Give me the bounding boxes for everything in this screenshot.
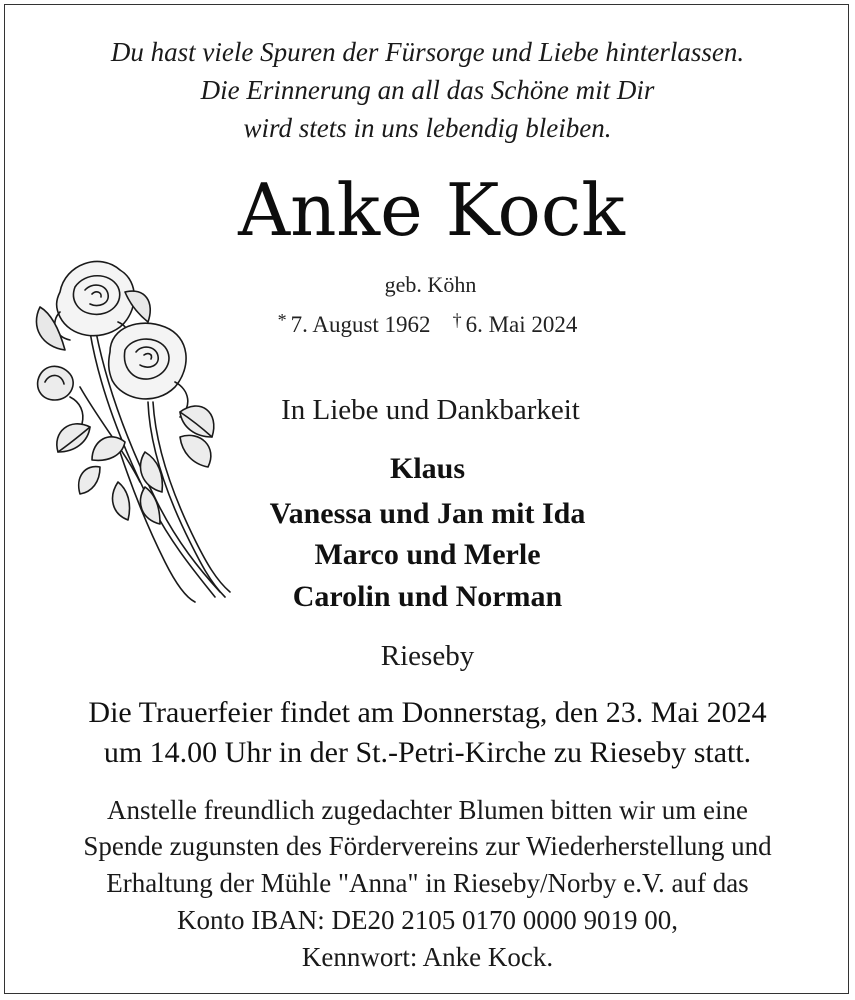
donation-line: Spende zugunsten des Fördervereins zur Wiederherstellung und (83, 831, 772, 861)
mourner-name: Marco und Merle (314, 538, 541, 571)
mourner-name: Klaus (389, 452, 466, 485)
birth-date: 7. August 1962 (290, 312, 431, 337)
service-line-1: Die Trauerfeier findet am Donnerstag, den 23. Mai 2024 (88, 696, 767, 729)
mourner-name: Carolin und Norman (292, 580, 563, 613)
death-date: 6. Mai 2024 (465, 312, 578, 337)
donation-line: Kennwort: Anke Kock. (301, 942, 554, 972)
mourners-intro: In Liebe und Dankbarkeit (281, 394, 580, 426)
verse-line-1: Du hast viele Spuren der Fürsorge und Liebe hinterlassen. (110, 37, 745, 67)
service-line-2: um 14.00 Uhr in der St.-Petri-Kirche zu Rieseby statt. (103, 736, 752, 769)
deceased-name: Anke Kock (238, 168, 625, 252)
verse-line-3: wird stets in uns lebendig bleiben. (243, 113, 612, 143)
death-symbol: † (452, 310, 462, 330)
donation-line: Konto IBAN: DE20 2105 0170 0000 9019 00, (177, 905, 678, 935)
mourner-name: Vanessa und Jan mit Ida (269, 497, 586, 530)
donation-line: Erhaltung der Mühle "Anna" in Rieseby/Norby e.V. auf das (106, 868, 749, 898)
donation-line: Anstelle freundlich zugedachter Blumen bitten wir um eine (106, 795, 749, 825)
verse-line-2: Die Erinnerung an all das Schöne mit Dir (200, 75, 655, 105)
maiden-name: geb. Köhn (384, 272, 477, 297)
mourners-place: Rieseby (380, 640, 475, 672)
birth-symbol: * (277, 310, 287, 330)
